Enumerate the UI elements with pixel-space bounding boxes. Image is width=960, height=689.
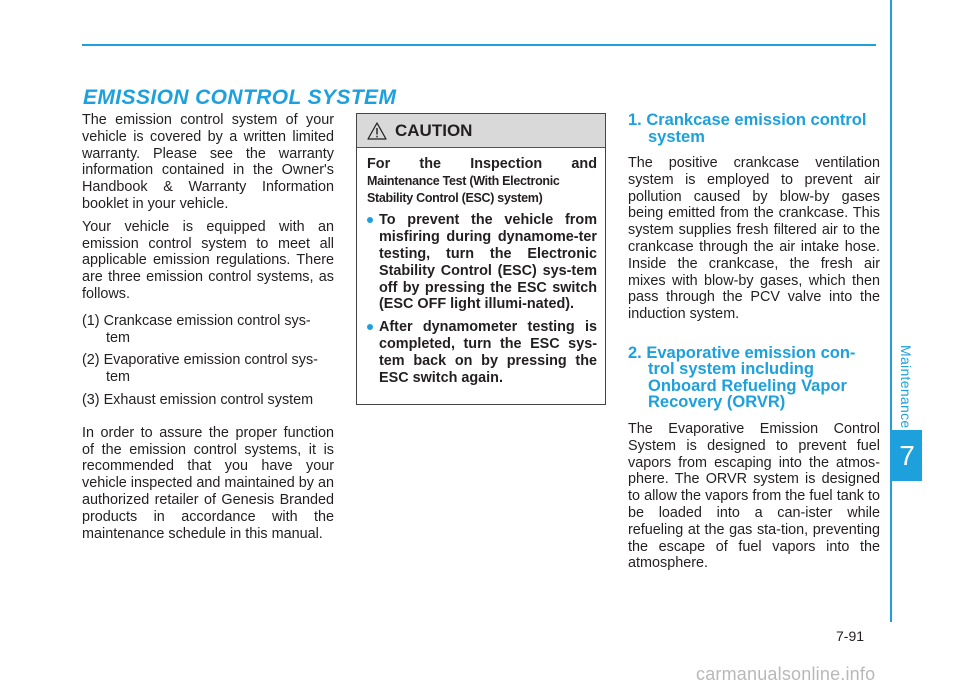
caution-body (357, 148, 605, 386)
caution-bullets (367, 212, 597, 386)
caution-bullet (367, 319, 597, 386)
heading-line: Recovery (ORVR) (648, 393, 786, 412)
caution-bullet (367, 212, 597, 313)
maintenance-paragraph: In order to assure the proper function of the emission control systems, it is recommended that you have your vehicle inspected and maintained by an authorized retailer of Genesis Branded products in accordance with the maintenance schedule in this manual. (82, 424, 335, 542)
caution-intro-subtitle: Maintenance Test (With Electronic Stability Control (ESC) system) (367, 173, 560, 205)
evaporative-heading (628, 345, 880, 411)
crankcase-paragraph: The positive crankcase ventilation system is employed to prevent air pollution caused by blow-by gases being emitted from the crankcase. This system supplies fresh filtered air to the crankcase through the air intake hose. Inside the crankcase, the fresh air mixes with blow-by gases, which then pass through the PCV valve into the induction system. (628, 155, 880, 323)
column-right (628, 112, 880, 578)
list-item: (2) Evaporative emission control sys-tem (82, 352, 318, 386)
equipment-paragraph: Your vehicle is equipped with an emission control system to meet all applicable emission regulations. There are three emission control systems, as follows. (82, 218, 334, 302)
column-left (82, 112, 334, 548)
chapter-tab[interactable]: 7 (892, 430, 922, 481)
bullet-dot-icon (367, 324, 373, 330)
side-rule (890, 0, 892, 622)
caution-header (357, 114, 605, 148)
watermark[interactable]: carmanualsonline.info (696, 664, 876, 684)
intro-paragraph: The emission control system of your vehicle is covered by a written limited warranty. Please see the warranty information contained in the Owner's Handbook & Warranty Information booklet in your vehicle. (82, 112, 334, 212)
caution-title: CAUTION (395, 120, 473, 140)
chapter-label: Maintenance (898, 345, 914, 429)
caution-intro (367, 156, 597, 206)
caution-bullet-text: After dynamometer testing is completed, turn the ESC sys-tem back on by pressing the ESC switch again. (379, 319, 597, 386)
list-item: (3) Exhaust emission control system (82, 391, 314, 408)
heading-line: Onboard Refueling Vapor (648, 376, 847, 395)
warning-triangle-icon (367, 122, 387, 140)
top-rule (82, 44, 876, 46)
caution-intro-line: For the Inspection and (367, 156, 597, 172)
crankcase-heading (628, 112, 880, 145)
section-title: EMISSION CONTROL SYSTEM (83, 86, 397, 109)
heading-line: system (648, 127, 705, 146)
page-number: 7-91 (836, 628, 865, 644)
evaporative-paragraph: The Evaporative Emission Control System is designed to prevent fuel vapors from escaping into the atmos-phere. The ORVR system is designed to allow the vapors from the fuel tank to be loaded into a can-ister while refueling at the gas sta-tion, preventing the escape of fuel vapors into the atmosphere. (628, 420, 880, 572)
bullet-dot-icon (367, 217, 373, 223)
heading-line: 2. Evaporative emission con- (628, 343, 856, 362)
caution-box (356, 113, 606, 405)
list-item: (1) Crankcase emission control sys-tem (82, 312, 311, 346)
heading-line: 1. Crankcase emission control (628, 111, 867, 129)
emission-systems-list (82, 313, 334, 409)
caution-bullet-text: To prevent the vehicle from misfiring during dynamome-ter testing, turn the Electronic Stability Control (ESC) sys-tem off by pressing the ESC switch (ESC OFF light illumi-nated). (379, 212, 597, 313)
heading-line: trol system including (648, 360, 814, 379)
